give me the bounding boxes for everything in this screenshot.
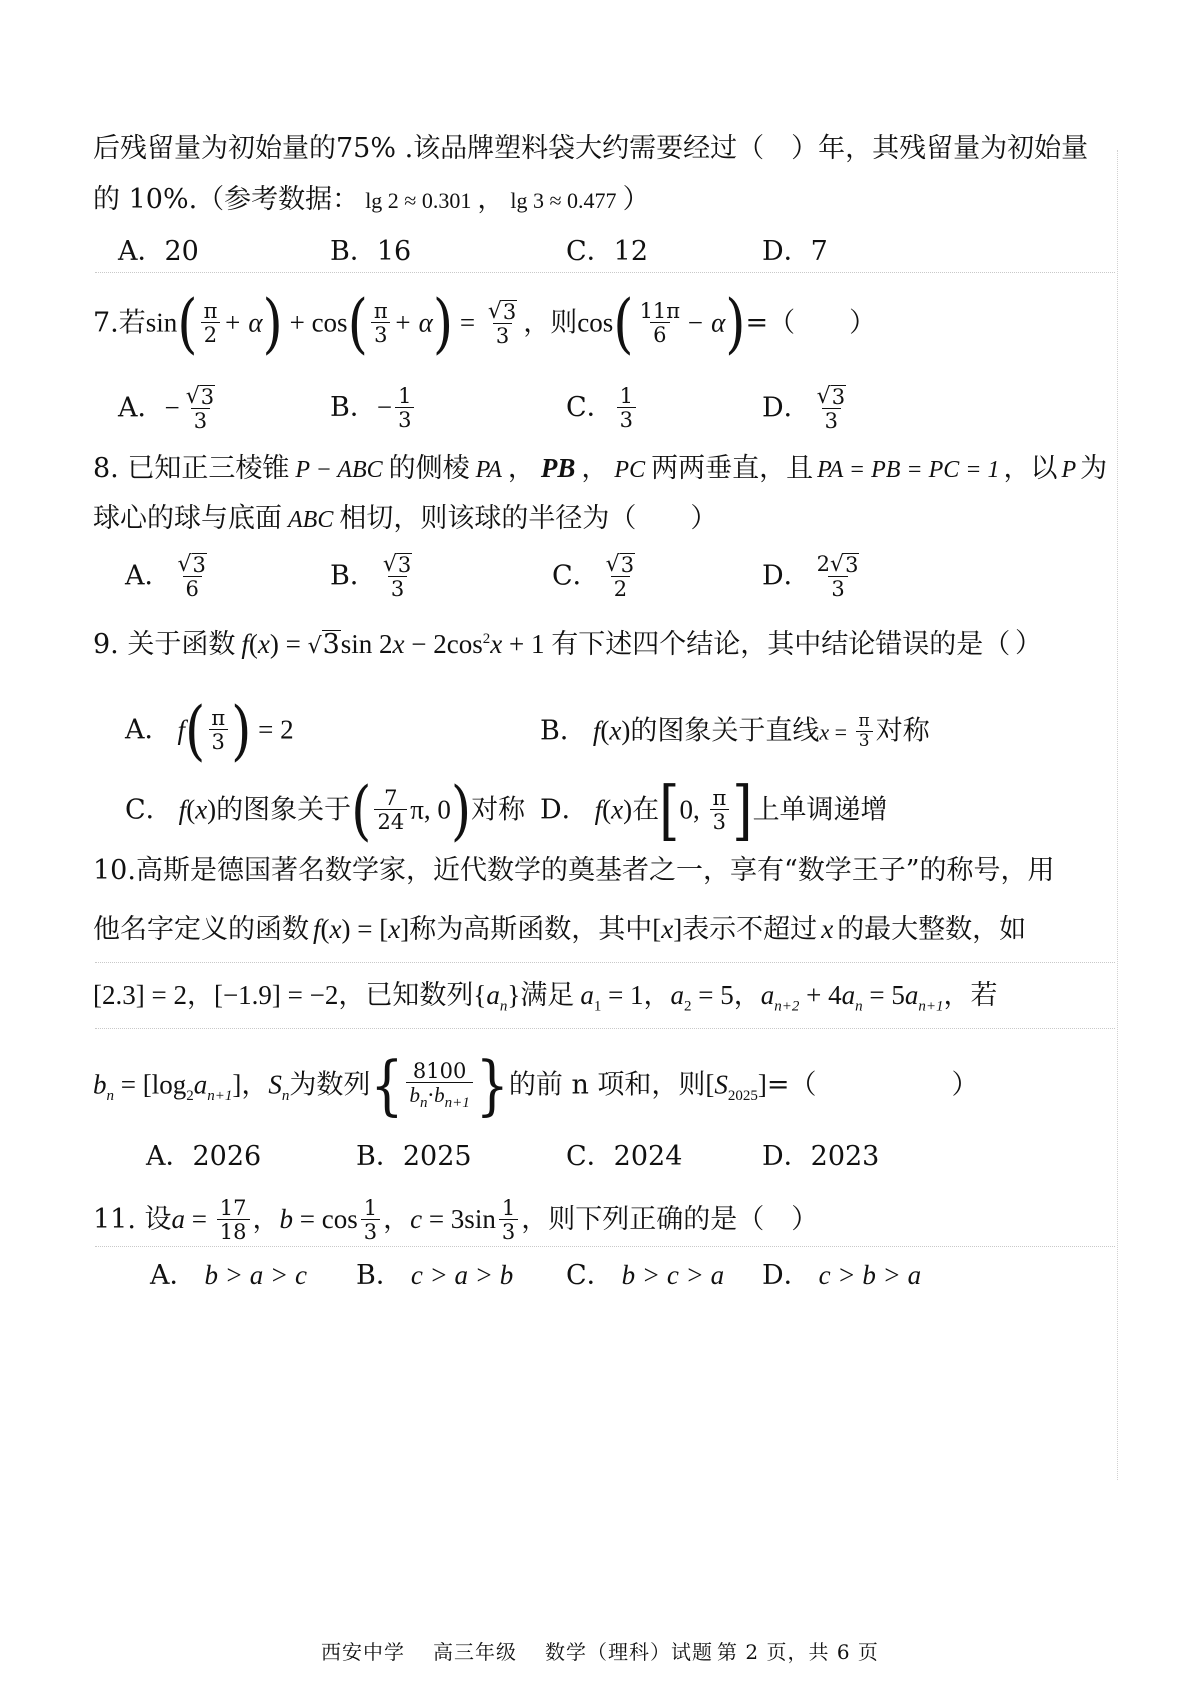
q8-option-b[interactable]: B． √ 3 3 — [330, 552, 412, 602]
q6-option-a[interactable]: A．20 — [118, 236, 199, 267]
q11-option-a[interactable]: A． b > a > c — [150, 1260, 307, 1291]
page-footer — [0, 1636, 1200, 1665]
q6-line2-text: 的 10%.（参考数据： — [93, 184, 360, 215]
q9-close-paren: ） — [1015, 628, 1042, 659]
q6-option-c[interactable]: C．12 — [566, 236, 649, 267]
footer-page: 第 2 页，共 6 页 — [717, 1640, 879, 1664]
footer-school: 西安中学 — [321, 1640, 406, 1664]
footer-subject: 数学（理科）试题 — [545, 1640, 714, 1664]
q6-line-2: 的 10%.（参考数据： lg 2 ≈ 0.301 ， lg 3 ≈ 0.477 ） — [93, 184, 650, 215]
q9-option-a[interactable]: A． f( $\frac{\pi}{3}$ ) = 2 — [125, 693, 294, 769]
divider — [95, 272, 1115, 273]
q11-option-d[interactable]: D． c > b > a — [762, 1260, 922, 1291]
q10-line-1: 10.高斯是德国著名数学家，近代数学的奠基者之一，享有“数学王子”的称号，用 — [93, 855, 1055, 886]
q9-stem: 9. 关于函数 f(x) = √ 3 $\sin 2x - 2\cos^2x + 1$ 有下述四个结论，其中结论错误的是（ — [93, 629, 1011, 660]
q7-option-b[interactable]: B．− $\frac{1}{3}$ — [330, 385, 417, 432]
q9-option-d[interactable]: D． f(x)在[0, $\frac{\pi}{3}$ ]上单调递增 — [540, 773, 888, 849]
divider — [95, 1246, 1115, 1247]
q10-line-3: [2.3] = 2，[−1.9] = −2，已知数列$\{a_n\}$满足 $a_1 = 1$，$a_2 = 5$，$a_{n+2} + 4a_n = 5a_{n+1}$，若 — [93, 980, 998, 1015]
q6-lg3: lg 3 ≈ 0.477 — [510, 188, 617, 213]
q11-option-b[interactable]: B． c > a > b — [356, 1260, 514, 1291]
q11-option-c[interactable]: C． b > c > a — [566, 1260, 725, 1291]
q10-option-c[interactable]: C．2024 — [566, 1141, 683, 1172]
q10-line-4: $b_n = [\log_2a_{n+1}]$，$S_n$为数列{ $\frac{8100}{b_n\cdot b_{n+1}}$ }的前 n 项和，则$[S_{2025}]=$（ ） — [93, 1048, 979, 1124]
q11-stem: 11. 设a = $\frac{17}{18}$ ，b = cos $\frac{1}{3}$ ，c = 3sin $\frac{1}{3}$ ，则下列正确的是（ ） — [93, 1196, 819, 1245]
q6-line-1: 后残留量为初始量的75% .该品牌塑料袋大约需要经过（ ）年，其残留量为初始量 — [93, 133, 1089, 164]
q10-option-a[interactable]: A．2026 — [146, 1141, 262, 1172]
q6-lg2: lg 2 ≈ 0.301 — [365, 188, 472, 213]
q8-option-c[interactable]: C． √ 3 2 — [552, 552, 635, 602]
q8-option-d[interactable]: D． 2 √ 3 3 — [762, 552, 859, 602]
q7-stem: 7.若sin( $\frac{\pi}{2}$ + α) + cos( $\frac{\pi}{3}$ + α) = √ 3 3 ，则cos( $\frac{11\pi}{6}$ − α)=（ ） — [93, 286, 877, 362]
q9-option-b[interactable]: B． f(x)的图象关于直线x = $\frac{\pi}{3}$ 对称 — [540, 711, 930, 751]
q10-line-2: 他名字定义的函数 f(x) = [x]称为高斯函数，其中[x]表示不超过 x 的最大整数，如 — [93, 914, 1027, 945]
q6-option-b[interactable]: B．16 — [330, 236, 412, 267]
q6-option-d[interactable]: D．7 — [762, 236, 828, 267]
q8-option-a[interactable]: A． √ 3 6 — [125, 552, 206, 602]
divider — [95, 962, 1115, 963]
divider — [95, 1028, 1115, 1029]
q7-option-c[interactable]: C． $\frac{1}{3}$ — [566, 385, 639, 432]
q9-option-c[interactable]: C． f(x)的图象关于( $\frac{7}{24}$ π, 0)对称 — [125, 773, 526, 849]
q8-line-2: 球心的球与底面 ABC 相切，则该球的半径为（ ） — [93, 503, 718, 534]
q8-line-1: 8. 已知正三棱锥 P − ABC 的侧棱 PA ， PB ， PC 两两垂直，且 PA = PB = PC = 1 ，以 P 为 — [93, 453, 1108, 484]
q10-option-b[interactable]: B．2025 — [356, 1141, 472, 1172]
q7-option-d[interactable]: D． √ 3 3 — [762, 384, 846, 434]
q10-option-d[interactable]: D．2023 — [762, 1141, 880, 1172]
q7-option-a[interactable]: A．− √ 3 3 — [118, 384, 215, 434]
right-margin-rule — [1117, 150, 1118, 1480]
footer-grade: 高三年级 — [433, 1640, 518, 1664]
